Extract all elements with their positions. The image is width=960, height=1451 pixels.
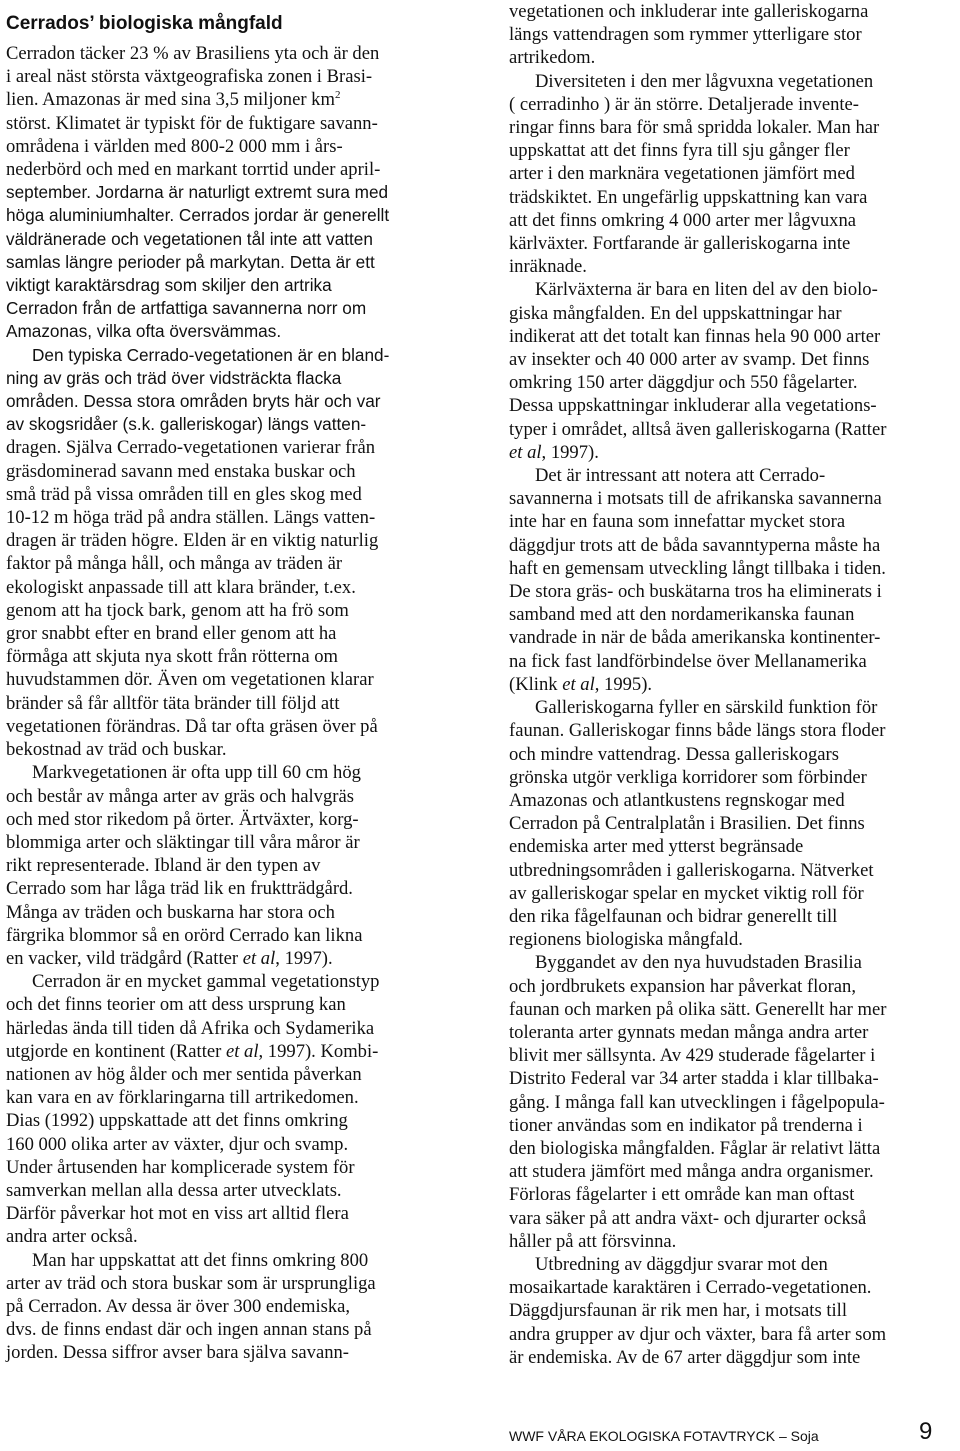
line-text: Utbredning av däggdjur svarar mot den [535,1253,828,1275]
line-text: jorden. Dessa siffror avser bara själva savann- [6,1342,349,1364]
text-line [509,1323,955,1346]
line-text: trädskiktet. En ungefärlig uppskattning kan vara [509,186,868,208]
text-line [509,371,955,394]
line-text: Markvegetationen är ofta upp till 60 cm hög [32,762,361,784]
text-line [509,1299,955,1322]
line-text: endemiska arter med ytterst begränsade [509,836,804,858]
line-text: Kärlväxterna är bara en liten del av den biolo- [535,279,878,301]
text-line [6,320,458,343]
line-text: inräknade. [509,256,587,278]
text-line [509,603,955,626]
line-text: mosaikartade karaktären i Cerrado-vegetationen. [509,1277,872,1299]
publication-title: WWF VÅRA EKOLOGISKA FOTAVTRYCK – Soja [509,1428,819,1444]
line-text: bekostnad av träd och buskar. [6,739,227,761]
line-text: Cerradon täcker 23 % av Brasiliens yta och är den [6,43,380,64]
text-line [509,580,955,603]
text-line [6,552,458,575]
line-text: savannerna i motsats till de afrikanska savannerna [509,488,882,510]
text-line [509,928,955,951]
line-text: giska mångfalden. En del uppskattningar har [509,302,842,324]
line-text: omkring 150 arter däggdjur och 550 fågelarter. [509,372,858,394]
text-line [509,859,955,882]
line-text: 160 000 olika arter av växter, djur och svamp. [6,1133,349,1155]
line-text: väldränerade och vegetationen tål inte att vatten [6,228,373,249]
line-text: den rika fågelfaunan och bidrar generellt till [509,905,838,927]
text-line [509,487,955,510]
text-line [6,1295,458,1318]
line-text: och mindre vattendrag. Dessa galleriskogars [509,743,839,765]
text-line [509,1346,955,1369]
text-line [6,506,458,529]
text-line [509,162,955,185]
line-text: vara säker på att andra växt- och djurarter också [509,1207,867,1229]
line-text: rikt representerade. Ibland är den typen av [6,855,321,877]
text-line [509,1183,955,1206]
text-line [6,1040,458,1063]
text-line [509,232,955,255]
text-line [509,998,955,1021]
text-line [509,789,955,812]
line-text: ( cerradinho ) är än större. Detaljerade invente- [509,93,859,115]
text-line [509,557,955,580]
line-text: gräsdominerad savann med enstaka buskar och [6,460,356,482]
text-line [509,650,955,673]
text-line [509,534,955,557]
line-text: av skogsridåer (s.k. galleriskogar) längs vatten- [6,414,367,435]
text-line [6,668,458,691]
line-text: Diversiteten i den mer lågvuxna vegetationen [535,70,874,92]
line-text: vandrade in när de båda amerikanska kontinenter- [509,627,881,649]
line-text: ning av gräs och träd över vidsträckta flacka [6,367,342,388]
text-line [509,673,955,696]
text-line [509,1207,955,1230]
text-line [509,1091,955,1114]
text-line [6,1156,458,1179]
text-line [509,766,955,789]
line-text: ekologiskt anpassade till att klara bränder, t.ex. [6,576,356,598]
text-line [509,1230,955,1253]
line-text: typer i området, alltså även galleriskogarna (Ratter [509,418,887,440]
text-line [6,297,458,320]
text-line [6,42,458,65]
text-line [509,255,955,278]
citation-italic: et al [225,1040,259,1062]
text-line [6,808,458,831]
line-text: områden. Dessa stora områden bryts här och var [6,391,381,412]
line-text: Cerradon är en mycket gammal vegetationstyp [32,971,380,993]
text-line [509,882,955,905]
line-text: den biologiska mångfalden. Fåglar är relativt lätta [509,1137,881,1159]
line-text: att studera jämfört med många andra organismer. [509,1161,874,1183]
text-line [6,1341,458,1364]
line-text: utbredningsområden i galleriskogarna. Nätverket [509,859,874,881]
text-line [6,715,458,738]
text-line [6,576,458,599]
line-text: en vacker, vild trädgård (Ratter [6,947,243,969]
line-text: indikerat att det totalt kan finnas hela 90 000 arter [509,325,881,347]
line-text-after: , 1995). [594,673,653,695]
text-line [509,1160,955,1183]
right-column [509,0,955,1369]
text-line [6,181,458,204]
line-text: är endemiska. Av de 67 arter däggdjur som inte [509,1346,861,1368]
line-text: Amazonas och atlantkustens regnskogar med [509,789,845,811]
text-line [6,390,458,413]
line-text: gror snabbt efter en brand eller genom att ha [6,623,337,645]
text-line [6,1133,458,1156]
text-line [509,951,955,974]
text-line [6,1202,458,1225]
line-text: Många av träden och buskarna har stora och [6,901,335,923]
line-text: färgrika blommor så en orörd Cerrado kan likna [6,924,363,946]
line-text: nederbörd och med en markant torrtid under april- [6,159,381,181]
line-text: grönska utgör verkliga korridorer som förbinder [509,766,867,788]
text-line [6,761,458,784]
line-text: och jordbrukets expansion har påverkat floran, [509,975,856,997]
text-line [509,0,955,23]
line-text: störst. Klimatet är typiskt för de fuktigare savann- [6,112,378,134]
text-line [509,1137,955,1160]
line-text: 10-12 m höga träd på andra ställen. Längs vatten- [6,507,376,529]
line-text: kärlväxter. Fortfarande är galleriskogarna inte [509,233,851,255]
text-line [509,626,955,649]
line-text: härledas ända till tiden då Afrika och Sydamerika [6,1017,375,1039]
text-line [509,510,955,533]
line-text: vegetationen förändras. Då tar ofta gräsen över på [6,715,378,737]
line-text: ringar finns bara för små spridda lokaler. Man har [509,117,880,139]
text-line [6,1272,458,1295]
text-line [509,46,955,69]
text-line [509,905,955,928]
line-text: artrikedom. [509,47,596,69]
text-line [6,112,458,135]
text-line [509,464,955,487]
text-line [6,1017,458,1040]
line-text: Den typiska Cerrado-vegetationen är en bland- [32,344,390,365]
line-text: av insekter och 40 000 arter av svamp. Det finns [509,349,870,371]
line-text: inte har en fauna som innefattar mycket stora [509,511,846,533]
line-text: september. Jordarna är naturligt extremt sura med [6,182,389,203]
text-line [509,975,955,998]
line-text: andra grupper av djur och växter, bara få arter som [509,1323,887,1345]
line-text: dragen. Själva Cerrado-vegetationen varierar från [6,437,376,459]
line-text: och med stor rikedom på örter. Ärtväxter, korg- [6,808,359,830]
line-text: och består av många arter av gräs och halvgräs [6,785,354,807]
line-text: Galleriskogarna fyller en särskild funktion för [535,697,878,719]
text-line [6,274,458,297]
text-line [6,947,458,970]
line-text: kan vara en av förklaringarna till artrikedomen. [6,1087,359,1109]
page-number: 9 [919,1418,933,1445]
text-line [509,209,955,232]
line-text: Därför påverkar hot mot en viss art alltid flera [6,1203,349,1225]
line-text: genom att ha tjock bark, genom att ha frö som [6,599,349,621]
text-line [509,348,955,371]
text-line [6,1249,458,1272]
text-line [509,1276,955,1299]
text-line [509,743,955,766]
line-text: regionens biologiska mångfald. [509,929,743,951]
line-text: Man har uppskattat att det finns omkring 800 [32,1249,369,1271]
line-text: håller på att försvinna. [509,1230,677,1252]
line-text: arter i den marknära vegetationen jämfört med [509,163,855,185]
line-text: dragen är träden högre. Elden är en viktig naturlig [6,530,379,552]
line-text: arter av träd och stora buskar som är ursprungliga [6,1272,376,1294]
text-line [6,924,458,947]
line-text: längs vattendragen som rymmer ytterligare stor [509,24,862,46]
line-text: samverkan mellan alla dessa arter utvecklats. [6,1179,342,1201]
line-text: nationen av hög ålder och mer sentida påverkan [6,1063,362,1085]
text-line [6,854,458,877]
line-text: förmåga att skjuta nya skott från rötterna om [6,646,339,668]
citation-italic: et al [242,947,276,969]
line-text: Dias (1992) uppskattade att det finns omkring [6,1110,348,1132]
line-text: Distrito Federal var 34 arter stadda i klar tillbaka- [509,1068,879,1090]
line-text: att det finns omkring 4 000 arter mer lågvuxna [509,209,856,231]
line-text: samband med att den nordamerikanska faunan [509,604,855,626]
text-line [6,228,458,251]
line-text: och det finns teorier om att dess ursprung kan [6,994,346,1016]
text-line [6,483,458,506]
text-line [509,23,955,46]
text-line [6,738,458,761]
text-line [509,278,955,301]
text-line [509,116,955,139]
text-line [509,812,955,835]
line-text: vegetationen och inkluderar inte galleriskogarna [509,1,869,22]
line-text: gång. I många fall kan utvecklingen i fågelpopula- [509,1091,885,1113]
text-line [509,418,955,441]
text-line [6,1109,458,1132]
text-line [509,302,955,325]
text-line [6,65,458,88]
line-text: faunan och marken på olika sätt. Generellt har mer [509,998,887,1020]
line-text: Förloras fågelarter i ett område kan man oftast [509,1184,855,1206]
line-text: blommiga arter och släktingar till våra måror är [6,831,360,853]
text-line [509,1021,955,1044]
line-text: (Klink [509,673,563,695]
text-line [509,186,955,209]
line-text: Däggdjursfaunan är rik men har, i motsats till [509,1300,847,1322]
text-line [6,970,458,993]
line-text: faunan. Galleriskogar finns både längs stora floder [509,720,886,742]
line-text: på Cerradon. Av dessa är över 300 endemiska, [6,1295,351,1317]
line-text: utgjorde en kontinent (Ratter [6,1040,226,1062]
text-line [509,441,955,464]
text-line [6,436,458,459]
text-line [6,413,458,436]
text-line [6,367,458,390]
text-line [6,1318,458,1341]
line-text: huvudstammen dör. Även om vegetationen klarar [6,669,374,691]
line-text: haft en gemensam utveckling långt tillbaka i tiden. [509,557,886,579]
page-title: Cerrados’ biologiska mångfald [6,13,283,34]
line-text: Det är intressant att notera att Cerrado- [535,465,826,487]
line-text: blivit mer sällsynta. Av 429 studerade fågelarter i [509,1045,876,1067]
line-text: andra arter också. [6,1226,138,1248]
text-line [509,1044,955,1067]
text-line [6,529,458,552]
text-line [6,1063,458,1086]
line-text-after: , 1997). [541,441,599,463]
text-line [509,93,955,116]
line-text: viktigt karaktärsdrag som skiljer den artrika [6,275,332,296]
text-line [6,645,458,668]
right-column-body [509,0,955,1369]
text-line [6,692,458,715]
text-line [6,460,458,483]
text-line [509,325,955,348]
text-line [509,139,955,162]
line-text: av galleriskogar spelar en mycket viktig roll för [509,882,864,904]
text-line [6,622,458,645]
text-line [6,204,458,227]
text-line [509,696,955,719]
line-text: dvs. de finns endast där och ingen annan stans på [6,1319,372,1341]
text-line [6,1225,458,1248]
line-text: toleranta arter gynnats medan många andra arter [509,1021,869,1043]
text-line [6,877,458,900]
line-text: uppskattat att det finns fyra till sju gånger fler [509,140,850,162]
text-line [509,835,955,858]
left-column [6,0,458,1365]
line-text: däggdjur trots att de båda savanntyperna måste ha [509,534,881,556]
text-line [509,1067,955,1090]
text-line [509,394,955,417]
line-text-after: , 1997). [275,947,333,969]
line-text: bränder så får alltför täta bränder till följd att [6,692,340,714]
line-text: höga aluminiumhalter. Cerrados jordar är generellt [6,205,390,226]
text-line [6,901,458,924]
left-column-body [6,42,458,1365]
line-text: Dessa uppskattningar inkluderar alla vegetations- [509,395,877,417]
line-text: Cerradon från de artfattiga savannerna norr om [6,298,367,319]
citation-italic: et al [509,441,542,463]
line-text: Under årtusenden har komplicerade system för [6,1156,355,1178]
text-line [6,1179,458,1202]
text-line [6,344,458,367]
text-line [6,599,458,622]
text-line [509,719,955,742]
text-line [509,1114,955,1137]
text-line [6,251,458,274]
line-text-after: , 1997). Kombi- [258,1040,379,1062]
line-text: Byggandet av den nya huvudstaden Brasilia [535,952,862,974]
text-line [6,993,458,1016]
line-text: Amazonas, vilka ofta översvämmas. [6,321,282,342]
citation-italic: et al [562,673,595,695]
text-line [6,135,458,158]
superscript: 2 [334,89,341,102]
line-text: De stora gräs- och buskätarna tros ha eliminerats i [509,581,882,603]
line-text: små träd på vissa områden till en gles skog med [6,483,362,505]
text-line [6,158,458,181]
line-text: faktor på många håll, och många av träden är [6,553,343,575]
text-line [509,70,955,93]
text-line [6,1086,458,1109]
text-line [509,1253,955,1276]
line-text: samlas längre perioder på markytan. Detta är ett [6,251,375,272]
text-line [6,785,458,808]
text-line [6,88,458,111]
line-text: Cerrado som har låga träd lik en fruktträdgård. [6,878,353,900]
text-line [6,831,458,854]
line-text: områdena i världen med 800-2 000 mm i års- [6,135,343,157]
line-text: Cerradon på Centralplatån i Brasilien. Det finns [509,813,865,835]
line-text: i areal näst största växtgeografiska zonen i Brasi- [6,66,373,88]
line-text: lien. Amazonas är med sina 3,5 miljoner km [6,89,335,111]
line-text: tioner användas som en indikator på trenderna i [509,1114,863,1136]
line-text: na fick fast landförbindelse över Mellanamerika [509,650,867,672]
